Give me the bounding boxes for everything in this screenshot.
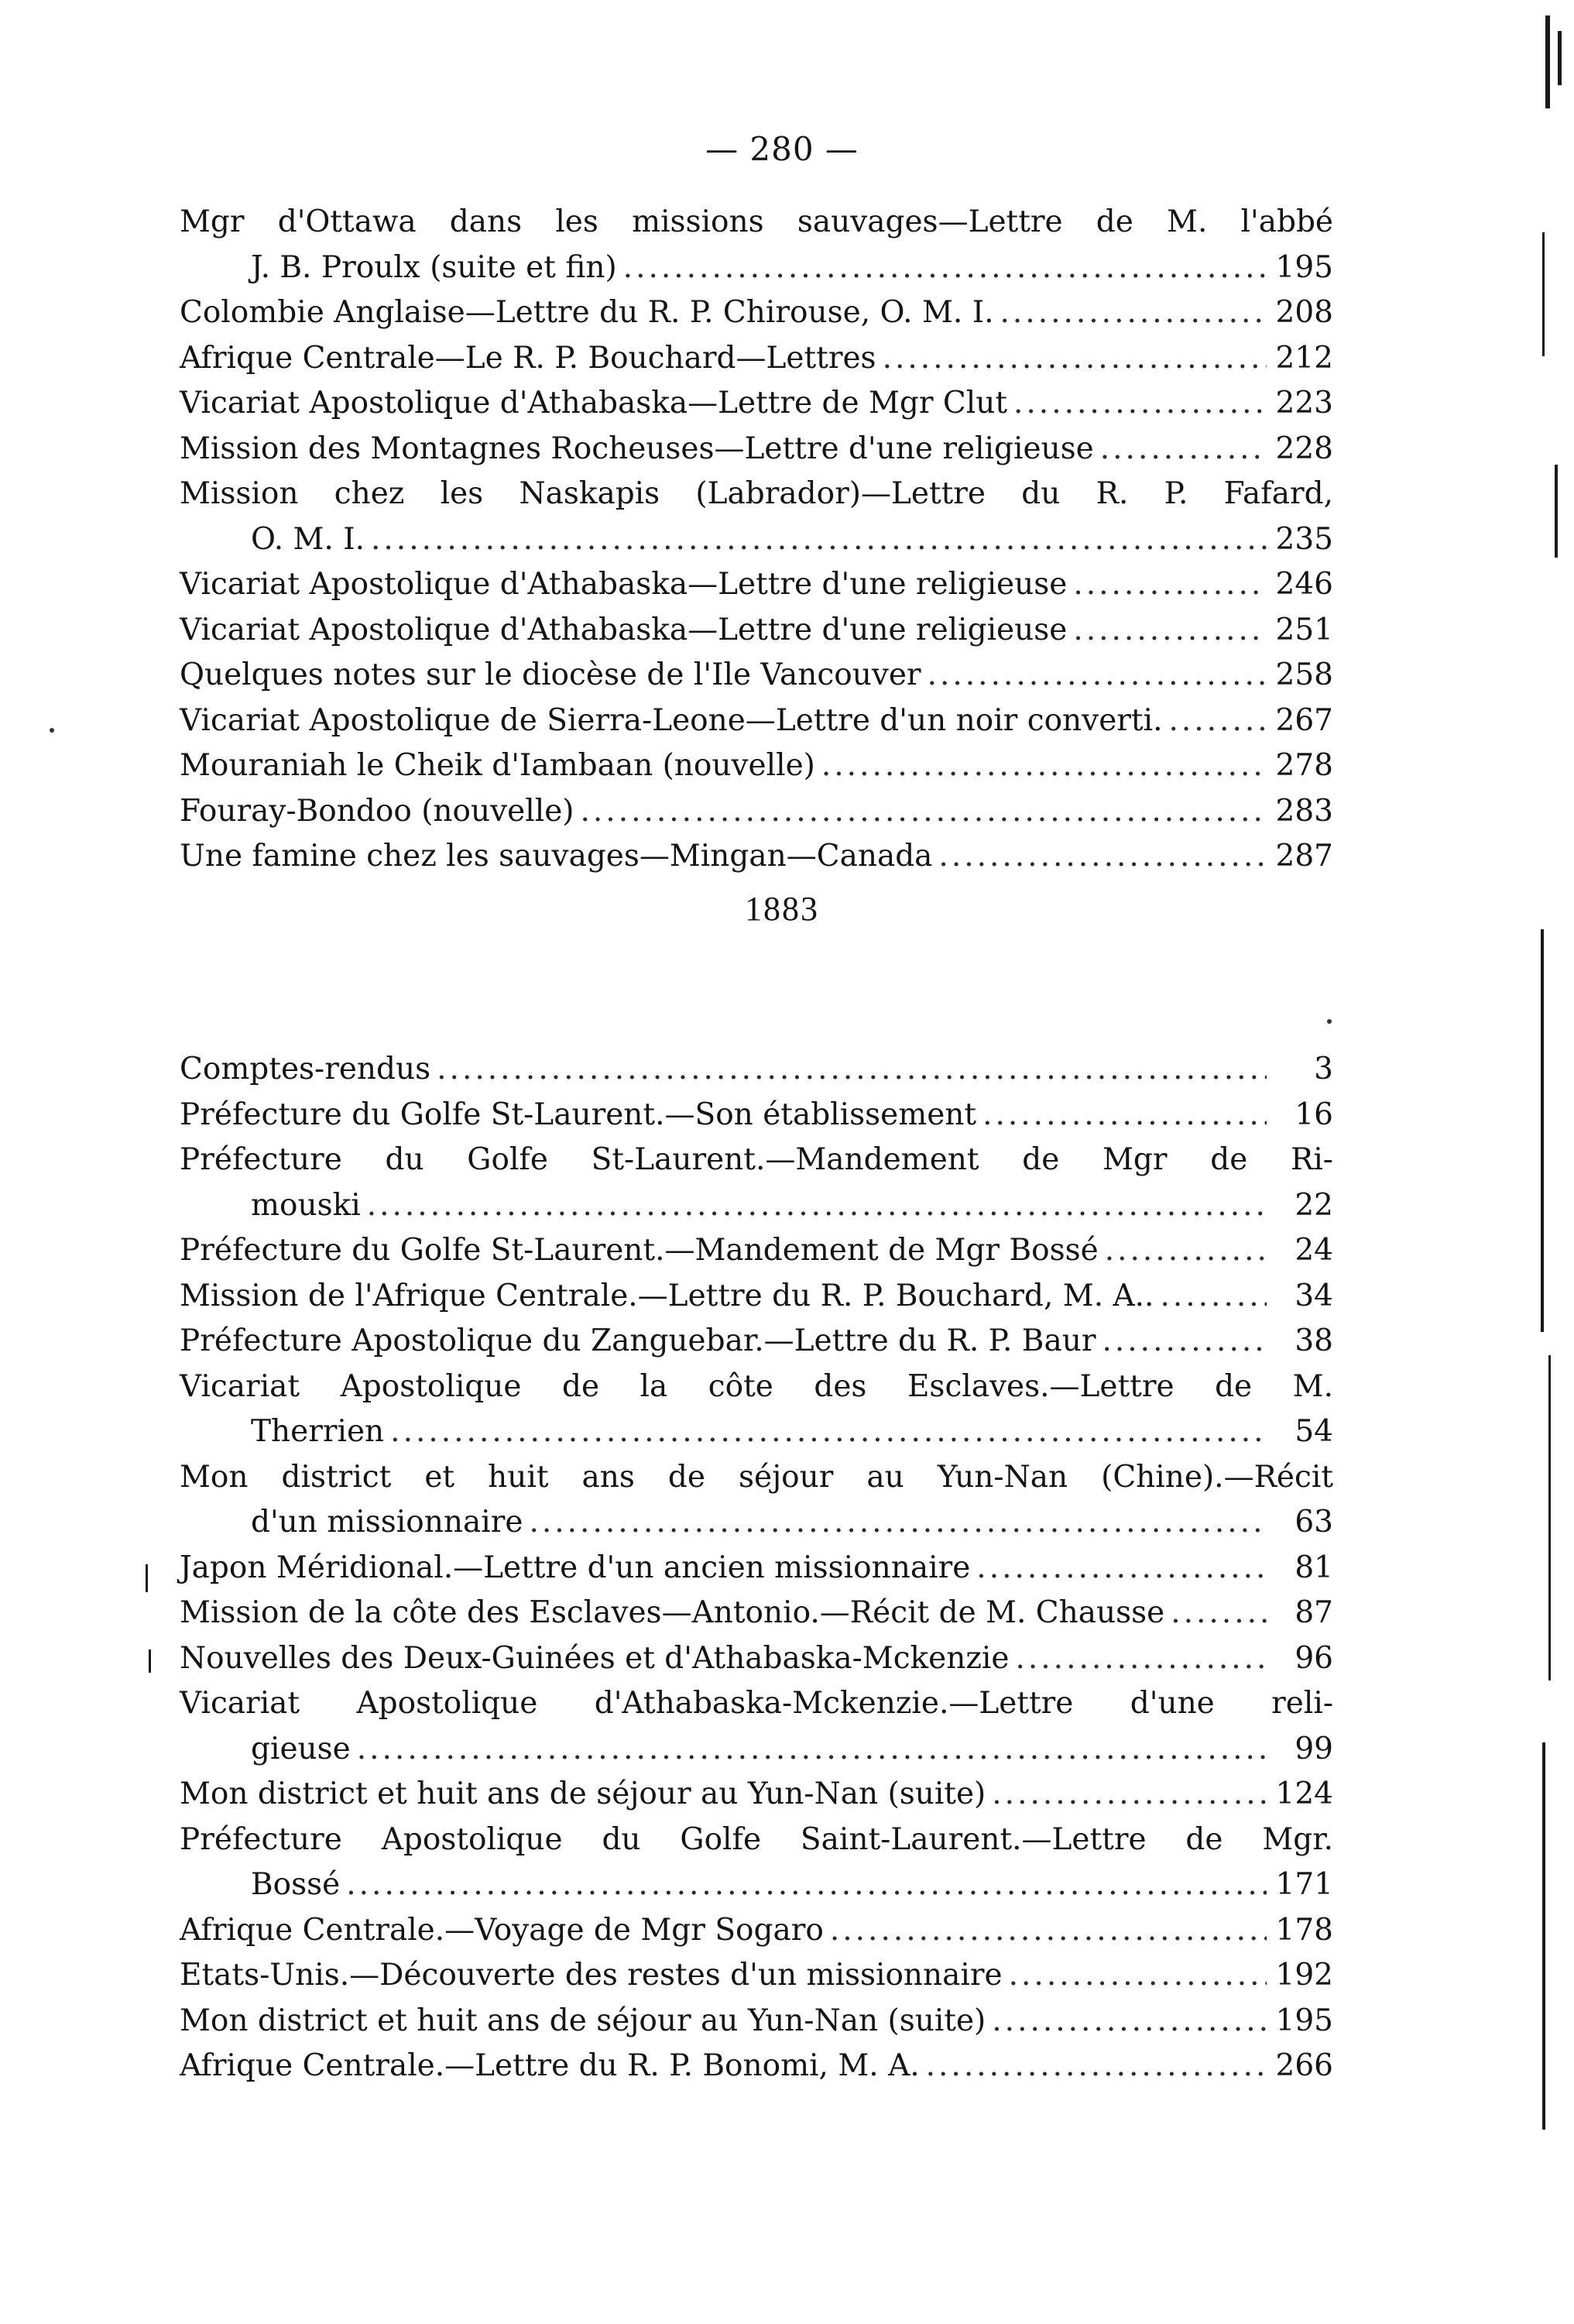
dot-leader: [390, 1409, 1267, 1455]
toc-entry-title: Mission de l'Afrique Centrale.—Lettre du R. P. Bouchard, M. A..: [180, 1278, 1154, 1313]
dot-leader: [883, 336, 1267, 382]
toc-entry-page: 178: [1275, 1912, 1333, 1948]
dot-leader: [1102, 1319, 1267, 1365]
toc-list-1883: [180, 1047, 1333, 2089]
toc-entry: [180, 1818, 1333, 1908]
toc-entry-page: 3: [1314, 1052, 1333, 1086]
toc-entry-title: Préfecture du Golfe St-Laurent.—Mandement de Mgr Bossé: [180, 1233, 1099, 1268]
scan-edge-mark: [1545, 15, 1550, 108]
toc-entry-title: Quelques notes sur le diocèse de l'Ile Vancouver: [180, 657, 921, 692]
toc-entry: [180, 1319, 1333, 1365]
dot-leader: [1105, 1228, 1267, 1274]
toc-entry: [180, 427, 1333, 472]
toc-entry-page: 54: [1295, 1414, 1333, 1449]
toc-entry-title: Mission des Montagnes Rocheuses—Lettre d'une religieuse: [180, 431, 1094, 466]
toc-entry-page: 266: [1275, 2048, 1333, 2083]
toc-entry-title: Japon Méridional.—Lettre d'un ancien missionnaire: [180, 1550, 971, 1585]
dot-leader: [529, 1500, 1267, 1546]
dot-leader: [938, 834, 1267, 880]
toc-entry: [180, 789, 1333, 835]
dot-leader: [830, 1908, 1267, 1954]
toc-entry-title-continued: d'un missionnaire: [251, 1505, 523, 1540]
dot-leader: [1073, 562, 1267, 608]
scan-speck: [50, 728, 54, 733]
toc-entry: [180, 1636, 1333, 1682]
toc-entry-page: 246: [1275, 567, 1333, 602]
toc-entry-title: Vicariat Apostolique de Sierra-Leone—Lettre d'un noir converti.: [180, 702, 1163, 738]
dot-leader: [1073, 608, 1267, 654]
toc-entry: [180, 381, 1333, 427]
toc-entry-title-continued: Bossé: [251, 1867, 341, 1902]
toc-entry-title: Mission de la côte des Esclaves—Antonio.—Récit de M. Chausse: [180, 1595, 1165, 1630]
toc-entry: [180, 1047, 1333, 1093]
toc-entry: [180, 608, 1333, 654]
toc-entry-title: Mgr d'Ottawa dans les missions sauvages—Lettre de M. l'abbé: [180, 204, 1333, 239]
toc-entry: [180, 562, 1333, 608]
toc-entry: [180, 1455, 1333, 1546]
toc-entry-title: Une famine chez les sauvages—Mingan—Canada: [180, 839, 933, 874]
dot-leader: [437, 1047, 1267, 1093]
toc-entry: [180, 1228, 1333, 1274]
toc-entry-title: Afrique Centrale—Le R. P. Bouchard—Lettres: [180, 340, 876, 376]
dot-leader: [357, 1727, 1267, 1773]
toc-entry-title: Vicariat Apostolique d'Athabaska—Lettre d'une religieuse: [180, 612, 1068, 647]
toc-entry-title: Mon district et huit ans de séjour au Yun-Nan (suite): [180, 2003, 986, 2038]
scan-edge-mark: [149, 1649, 151, 1673]
toc-entry-title: Mission chez les Naskapis (Labrador)—Lettre du R. P. Fafard,: [180, 476, 1333, 511]
toc-entry: [180, 1138, 1333, 1228]
toc-entry: [180, 1999, 1333, 2044]
dot-leader: [1100, 427, 1267, 472]
year-heading: 1883: [745, 890, 819, 928]
toc-entry: [180, 472, 1333, 562]
toc-entry-title: Préfecture du Golfe St-Laurent.—Mandement de Mgr de Ri-: [180, 1142, 1333, 1177]
toc-entry-page: 171: [1275, 1867, 1333, 1902]
toc-list-previous-year: [180, 200, 1333, 880]
toc-entry-page: 195: [1275, 249, 1333, 285]
scan-edge-mark: [1555, 465, 1558, 558]
toc-entry-page: 223: [1275, 386, 1333, 421]
toc-entry: [180, 834, 1333, 880]
toc-entry-page: 24: [1295, 1233, 1333, 1268]
toc-entry-title: Mon district et huit ans de séjour au Yun-Nan (suite): [180, 1776, 986, 1811]
toc-entry-page: 99: [1295, 1731, 1333, 1766]
dot-leader: [992, 1772, 1267, 1818]
toc-entry-page: 267: [1275, 702, 1333, 738]
toc-entry-page: 124: [1275, 1776, 1333, 1811]
toc-entry-title: Afrique Centrale.—Voyage de Mgr Sogaro: [180, 1912, 824, 1948]
dot-leader: [367, 1183, 1267, 1229]
toc-entry-title-continued: O. M. I.: [251, 521, 365, 557]
toc-entry-page: 96: [1295, 1640, 1333, 1676]
toc-entry-page: 195: [1275, 2003, 1333, 2038]
scan-speck: [1327, 1019, 1332, 1024]
toc-entry-page: 81: [1295, 1550, 1333, 1585]
dot-leader: [926, 2044, 1267, 2089]
dot-leader: [346, 1862, 1267, 1908]
toc-entry-page: 228: [1275, 431, 1333, 466]
toc-entry: [180, 699, 1333, 744]
dot-leader: [1000, 290, 1267, 336]
toc-entry-page: 87: [1295, 1595, 1333, 1630]
toc-entry: [180, 1908, 1333, 1954]
dot-leader: [982, 1093, 1267, 1138]
dot-leader: [1168, 699, 1267, 744]
toc-entry-page: 16: [1295, 1097, 1333, 1132]
toc-entry-title: Préfecture Apostolique du Golfe Saint-Laurent.—Lettre de Mgr.: [180, 1821, 1333, 1857]
toc-entry: [180, 1546, 1333, 1591]
dot-leader: [623, 245, 1267, 291]
dot-leader: [371, 517, 1267, 563]
scan-edge-mark: [1558, 31, 1562, 85]
toc-entry-title: Nouvelles des Deux-Guinées et d'Athabaska-Mckenzie: [180, 1640, 1010, 1676]
toc-entry-title-continued: Therrien: [251, 1414, 385, 1449]
toc-entry-page: 283: [1275, 793, 1333, 829]
toc-entry-page: 251: [1275, 612, 1333, 647]
toc-entry: [180, 200, 1333, 290]
scan-edge-mark: [1541, 929, 1544, 1332]
toc-entry-page: 192: [1275, 1958, 1333, 1993]
toc-entry-page: 235: [1275, 521, 1333, 557]
toc-entry: [180, 336, 1333, 382]
toc-entry-title: Vicariat Apostolique d'Athabaska—Lettre de Mgr Clut: [180, 386, 1008, 421]
dot-leader: [1171, 1591, 1267, 1636]
dot-leader: [1013, 381, 1267, 427]
toc-entry-title: Colombie Anglaise—Lettre du R. P. Chirouse, O. M. I.: [180, 295, 994, 330]
scan-edge-mark: [146, 1564, 148, 1592]
toc-entry-title: Préfecture du Golfe St-Laurent.—Son établissement: [180, 1097, 977, 1132]
toc-entry: [180, 1772, 1333, 1818]
toc-entry-page: 258: [1275, 657, 1333, 692]
toc-entry: [180, 653, 1333, 699]
toc-entry: [180, 1681, 1333, 1772]
toc-entry-page: 34: [1295, 1278, 1333, 1313]
toc-entry-title: Afrique Centrale.—Lettre du R. P. Bonomi, M. A.: [180, 2048, 920, 2083]
scan-edge-mark: [1548, 1355, 1551, 1680]
toc-entry: [180, 290, 1333, 336]
page-number: — 280 —: [705, 130, 859, 168]
dot-leader: [976, 1546, 1267, 1591]
toc-entry-title: Mouraniah le Cheik d'Iambaan (nouvelle): [180, 748, 815, 783]
toc-entry-title-continued: J. B. Proulx (suite et fin): [251, 249, 617, 285]
toc-entry-title: Mon district et huit ans de séjour au Yun-Nan (Chine).—Récit: [180, 1459, 1333, 1495]
dot-leader: [928, 653, 1267, 699]
toc-entry-title: Vicariat Apostolique d'Athabaska-Mckenzie.—Lettre d'une reli-: [180, 1686, 1333, 1721]
toc-entry: [180, 1365, 1333, 1455]
toc-entry: [180, 743, 1333, 789]
dot-leader: [1009, 1953, 1267, 1999]
toc-entry-page: 212: [1275, 340, 1333, 376]
toc-entry: [180, 1953, 1333, 1999]
dot-leader: [581, 789, 1267, 835]
toc-entry-title-continued: mouski: [251, 1187, 361, 1223]
toc-entry-title: Préfecture Apostolique du Zanguebar.—Lettre du R. P. Baur: [180, 1323, 1096, 1358]
toc-entry-page: 208: [1275, 295, 1333, 330]
dot-leader: [821, 743, 1267, 789]
toc-entry: [180, 1093, 1333, 1138]
toc-entry-title: Vicariat Apostolique de la côte des Esclaves.—Lettre de M.: [180, 1368, 1333, 1404]
toc-entry-page: 287: [1275, 839, 1333, 874]
dot-leader: [992, 1999, 1267, 2044]
toc-entry-page: 38: [1295, 1323, 1333, 1358]
toc-entry-page: 63: [1295, 1505, 1333, 1540]
scan-edge-mark: [1542, 232, 1545, 356]
scan-edge-mark: [1542, 1742, 1545, 2130]
dot-leader: [1160, 1274, 1267, 1320]
toc-entry: [180, 2044, 1333, 2089]
toc-entry-title: Vicariat Apostolique d'Athabaska—Lettre d'une religieuse: [180, 567, 1068, 602]
toc-entry: [180, 1591, 1333, 1636]
toc-entry: [180, 1274, 1333, 1320]
toc-entry-page: 278: [1275, 748, 1333, 783]
toc-entry-title-continued: gieuse: [251, 1731, 351, 1766]
dot-leader: [1015, 1636, 1267, 1682]
toc-entry-title: Etats-Unis.—Découverte des restes d'un missionnaire: [180, 1958, 1003, 1993]
toc-entry-title: Fouray-Bondoo (nouvelle): [180, 793, 574, 829]
toc-entry-title: Comptes-rendus: [180, 1052, 431, 1086]
toc-entry-page: 22: [1295, 1187, 1333, 1223]
